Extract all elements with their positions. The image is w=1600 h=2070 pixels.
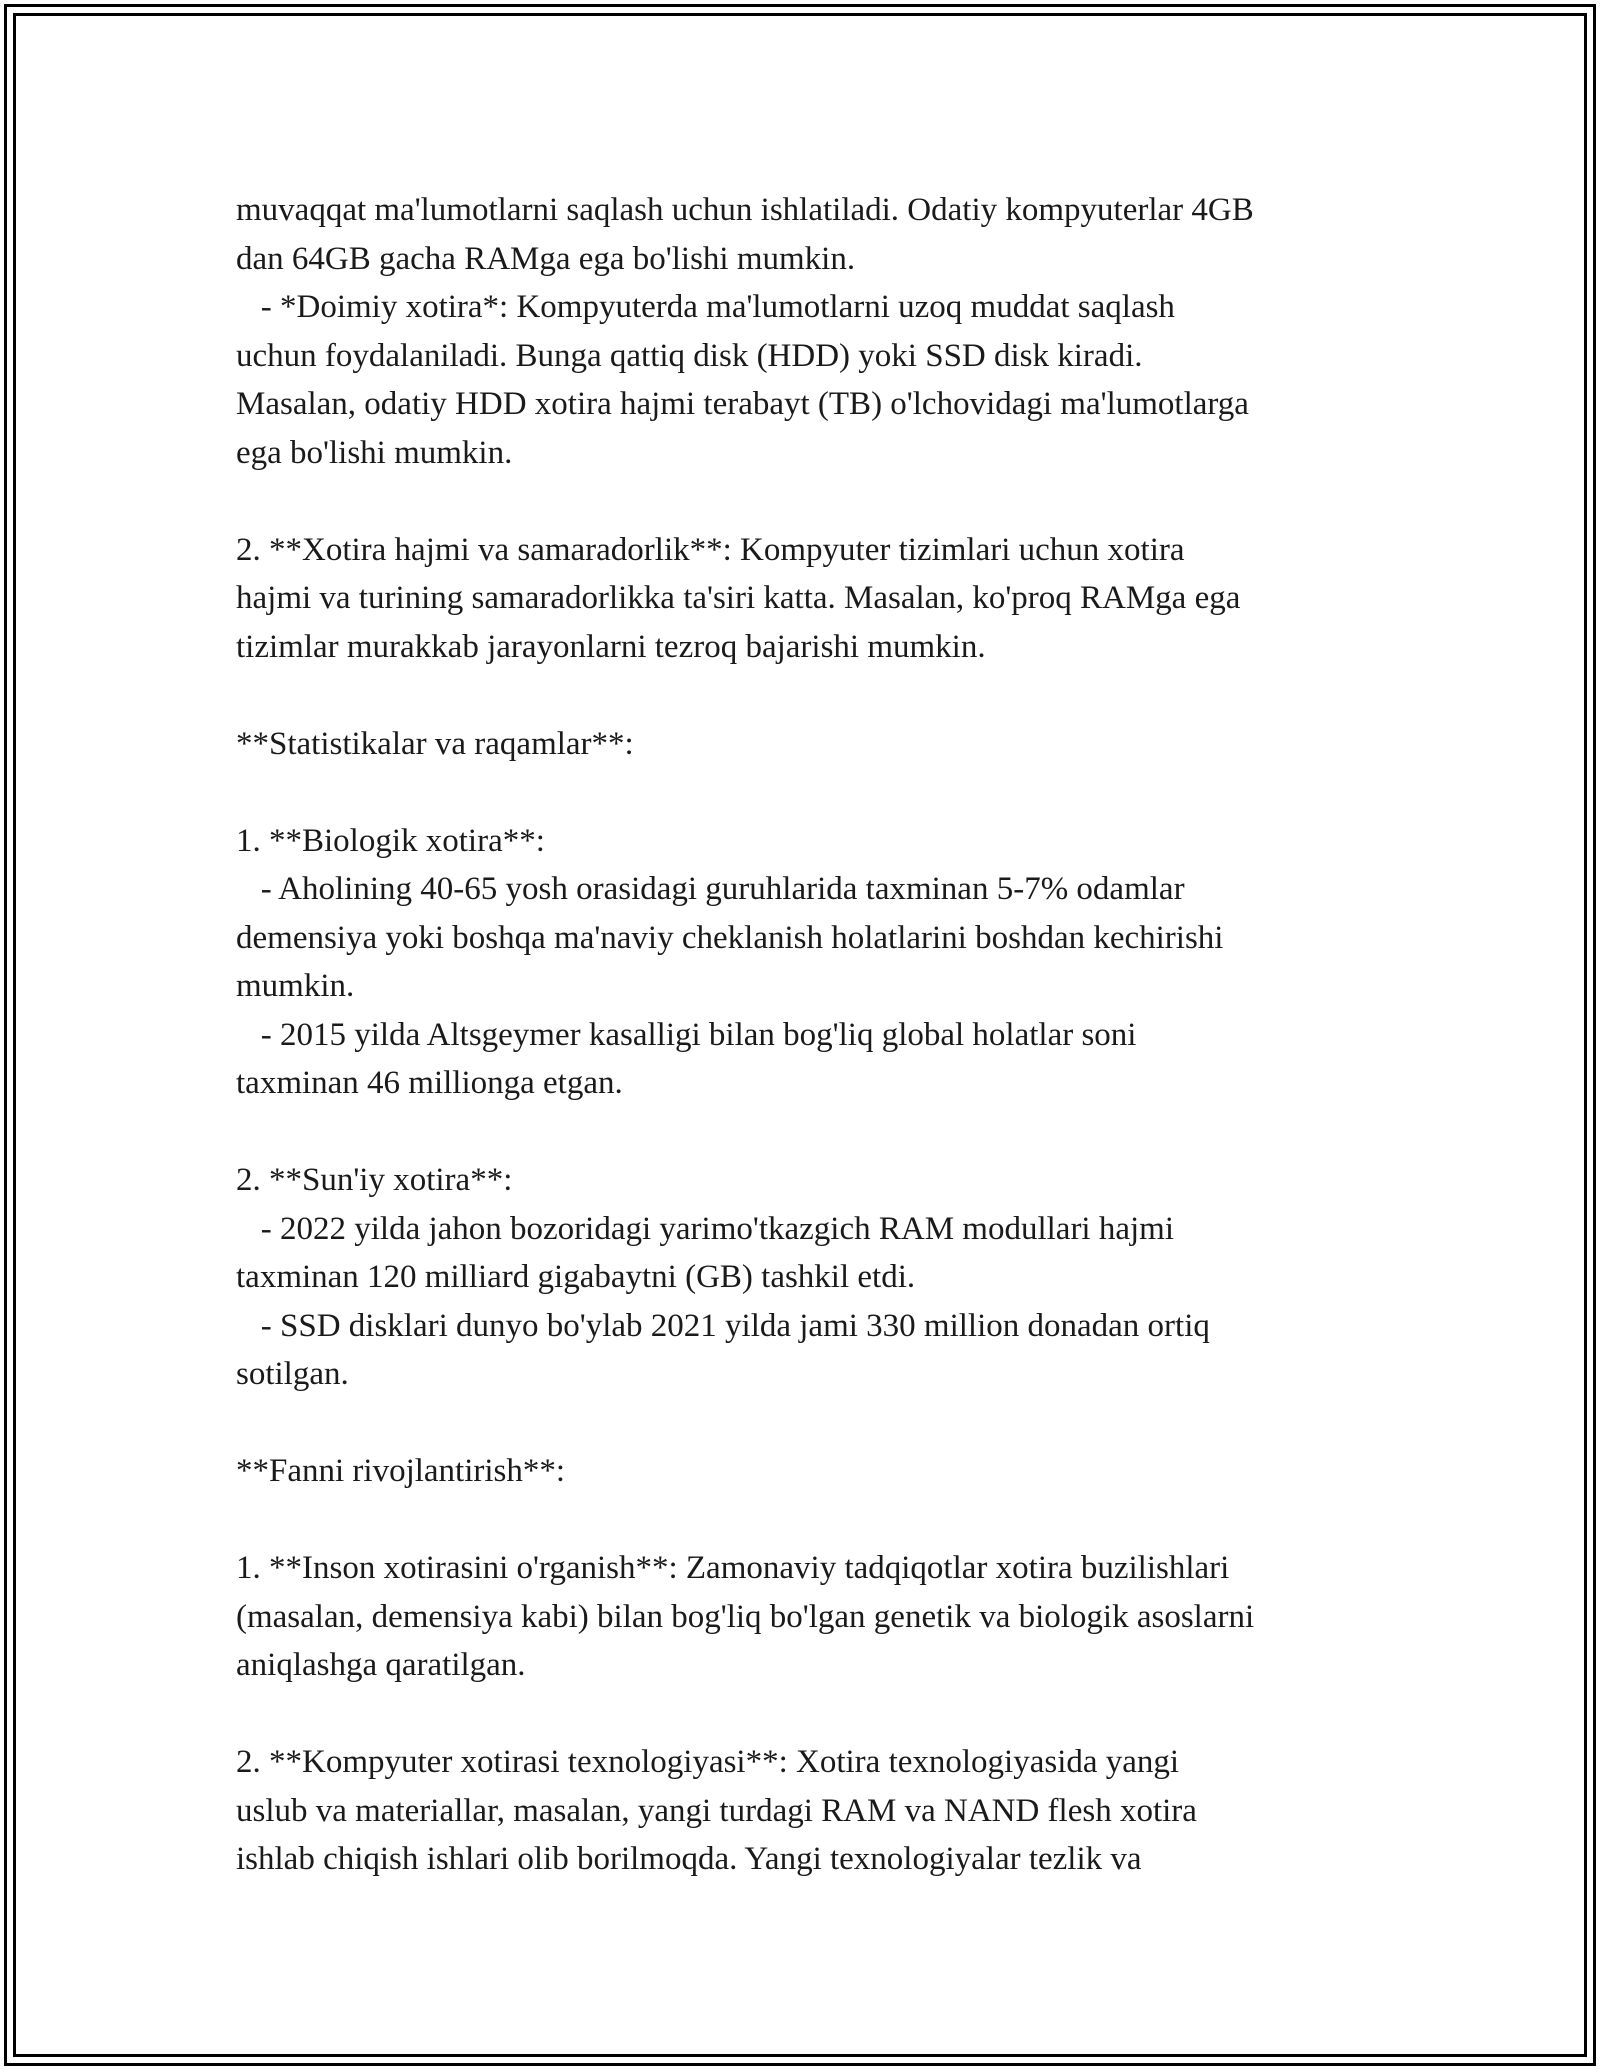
text-line: sotilgan. [236,1356,349,1392]
text-line: (masalan, demensiya kabi) bilan bog'liq bo'lgan genetik va biologik asoslarni [236,1598,1255,1635]
text-line: 1. **Biologik xotira**: [236,822,545,859]
text-line: aniqlashga qaratilgan. [236,1647,526,1683]
blank-line [236,671,1386,720]
text-line: 2. **Xotira hajmi va samaradorlik**: Kompyuter tizimlari uchun xotira [236,531,1185,568]
text-line: Masalan, odatiy HDD xotira hajmi terabayt (TB) o'lchovidagi ma'lumotlarga [236,386,1249,422]
blank-line [236,1399,1386,1448]
text-line: taxminan 120 milliard gigabaytni (GB) tashkil etdi. [236,1259,916,1295]
text-line: tizimlar murakkab jarayonlarni tezroq bajarishi mumkin. [236,628,986,665]
text-line: hajmi va turining samaradorlikka ta'siri katta. Masalan, ko'proq RAMga ega [236,580,1241,616]
text-line: taxminan 46 millionga etgan. [236,1065,623,1101]
text-line: - 2015 yilda Altsgeymer kasalligi bilan bog'liq global holatlar soni [236,1016,1137,1053]
blank-line [236,1496,1386,1545]
blank-line [236,768,1386,817]
text-line: **Fanni rivojlantirish**: [236,1453,566,1489]
text-line: ishlab chiqish ishlari olib borilmoqda. Yangi texnologiyalar tezlik va [236,1841,1142,1877]
text-line: - 2022 yilda jahon bozoridagi yarimo'tkazgich RAM modullari hajmi [236,1210,1175,1247]
text-line: ega bo'lishi mumkin. [236,434,513,471]
text-line: dan 64GB gacha RAMga ega bo'lishi mumkin. [236,240,856,277]
text-line: demensiya yoki boshqa ma'naviy cheklanish holatlarini boshdan kechirishi [236,919,1224,956]
text-line: mumkin. [236,968,355,1004]
text-line: **Statistikalar va raqamlar**: [236,725,634,762]
text-line: muvaqqat ma'lumotlarni saqlash uchun ishlatiladi. Odatiy kompyuterlar 4GB [236,192,1254,228]
text-line: - Aholining 40-65 yosh orasidagi guruhlarida taxminan 5-7% odamlar [236,871,1185,907]
text-line: uchun foydalaniladi. Bunga qattiq disk (HDD) yoki SSD disk kiradi. [236,337,1143,374]
blank-line [236,1690,1386,1739]
text-line: 2. **Sun'iy xotira**: [236,1162,513,1198]
text-line: 2. **Kompyuter xotirasi texnologiyasi**: Xotira texnologiyasida yangi [236,1744,1180,1780]
text-line: uslub va materiallar, masalan, yangi turdagi RAM va NAND flesh xotira [236,1792,1197,1829]
text-line: - *Doimiy xotira*: Kompyuterda ma'lumotlarni uzoq muddat saqlash [236,289,1175,325]
document-body [236,186,1386,1884]
blank-line [236,1108,1386,1157]
blank-line [236,477,1386,526]
text-line: - SSD disklari dunyo bo'ylab 2021 yilda jami 330 million donadan ortiq [236,1307,1210,1344]
text-line: 1. **Inson xotirasini o'rganish**: Zamonaviy tadqiqotlar xotira buzilishlari [236,1550,1230,1586]
